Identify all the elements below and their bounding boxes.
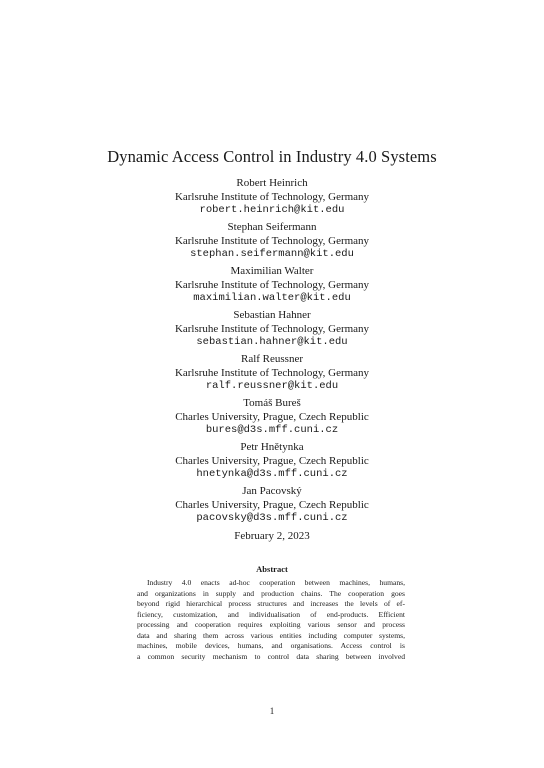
author-email: maximilian.walter@kit.edu [193, 292, 351, 304]
author-name: Sebastian Hahner [233, 309, 311, 321]
author-email: pacovsky@d3s.mff.cuni.cz [196, 512, 348, 524]
author-block [0, 353, 544, 397]
abstract-text [137, 578, 405, 662]
author-affiliation: Karlsruhe Institute of Technology, Germany [174, 322, 370, 335]
author-block [0, 309, 544, 353]
abstract-heading: Abstract [256, 564, 288, 574]
author-email: bures@d3s.mff.cuni.cz [205, 424, 339, 436]
author-block [0, 441, 544, 485]
author-email: robert.heinrich@kit.edu [199, 204, 345, 216]
author-list [0, 177, 544, 529]
author-affiliation: Karlsruhe Institute of Technology, Germany [174, 278, 370, 291]
publication-date: February 2, 2023 [234, 530, 310, 542]
abstract-line: a common security mechanism to control data sharing between involved [137, 651, 405, 661]
abstract-line: data and sharing them across various entities including computer systems, [137, 630, 405, 640]
abstract-line: processing and cooperation requires exploiting various sensor and process [137, 620, 405, 629]
abstract-line: machines, mobile devices, humans, and organisations. Access control is [137, 641, 405, 650]
author-affiliation: Karlsruhe Institute of Technology, Germany [174, 234, 370, 247]
author-name: Petr Hnětynka [240, 441, 304, 453]
author-affiliation: Karlsruhe Institute of Technology, Germany [174, 366, 370, 379]
author-email: hnetynka@d3s.mff.cuni.cz [196, 468, 348, 480]
author-name: Maximilian Walter [230, 265, 314, 277]
author-name: Jan Pacovský [242, 485, 302, 497]
abstract-line: and organizations in supply and production chains. The cooperation goes [137, 588, 405, 598]
author-affiliation: Charles University, Prague, Czech Republic [175, 498, 369, 511]
author-block [0, 177, 544, 221]
author-email: stephan.seifermann@kit.edu [190, 248, 354, 260]
author-affiliation: Charles University, Prague, Czech Republic [175, 454, 369, 467]
author-email: sebastian.hahner@kit.edu [196, 336, 348, 348]
author-affiliation: Karlsruhe Institute of Technology, Germany [174, 190, 370, 203]
author-block [0, 221, 544, 265]
page-number: 1 [269, 706, 275, 716]
abstract-line: ficiency, customization, and individualisation of end-products. Efficient [137, 609, 405, 619]
author-name: Tomáš Bureš [243, 397, 301, 409]
author-block [0, 485, 544, 529]
author-email: ralf.reussner@kit.edu [205, 380, 339, 392]
author-affiliation: Charles University, Prague, Czech Republic [175, 410, 369, 423]
author-name: Robert Heinrich [236, 177, 308, 189]
author-name: Stephan Seifermann [227, 221, 317, 233]
author-block [0, 397, 544, 441]
author-block [0, 265, 544, 309]
author-name: Ralf Reussner [240, 353, 303, 365]
paper-title: Dynamic Access Control in Industry 4.0 Systems [107, 147, 437, 166]
abstract-line: beyond rigid hierarchical process structures and increases the levels of ef- [137, 599, 405, 608]
abstract-line: Industry 4.0 enacts ad-hoc cooperation between machines, humans, [147, 578, 405, 587]
